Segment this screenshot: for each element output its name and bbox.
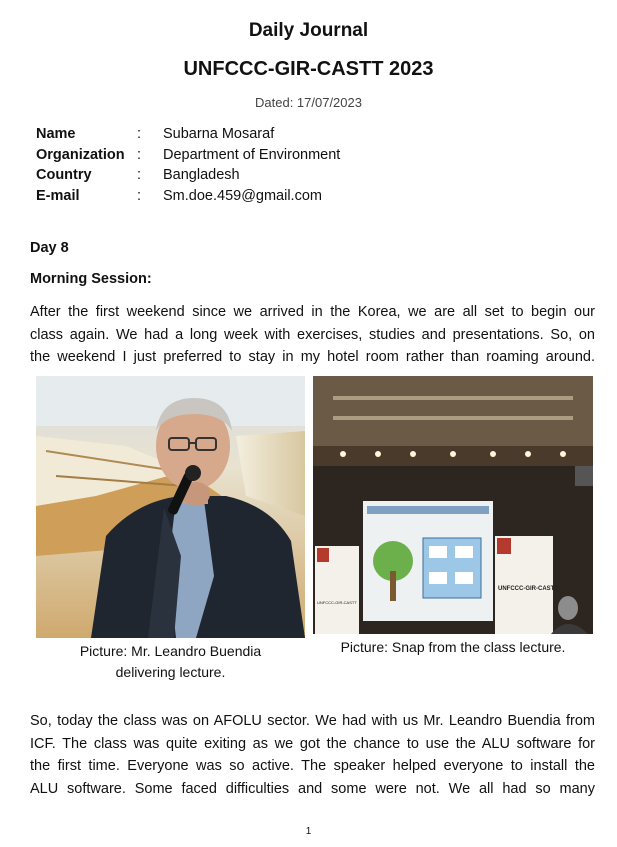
page-title: Daily Journal [248, 20, 369, 41]
info-label: Organization [36, 146, 125, 163]
text-line: After the first weekend since we arrived in the Korea, we are all set to begin our [30, 304, 595, 320]
page-number: 1 [305, 826, 312, 837]
text-line: class again. We had a long week with exercises, studies and presentations. So, on [30, 326, 595, 343]
class-photo-caption [313, 637, 593, 658]
participant-info [36, 124, 340, 206]
program-title: UNFCCC-GIR-CASTT 2023 [183, 58, 434, 80]
paragraph-afolu [30, 710, 595, 800]
day-heading: Day 8 [30, 240, 69, 256]
speaker-photo-caption [36, 641, 305, 683]
info-colon: : [137, 126, 142, 142]
text-line: the weekend I just preferred to stay in my hotel room rather than roaming around. [30, 349, 595, 366]
session-heading: Morning Session: [30, 271, 152, 287]
info-row-organization [36, 145, 340, 166]
text-line: ALU software. Some faced difficulties and some were not. We all had so many [30, 780, 595, 797]
info-colon: : [137, 146, 142, 163]
banner-left-text: UNFCCC-GIR-CASTT [317, 600, 357, 605]
caption-line: Picture: Snap from the class lecture. [340, 639, 566, 655]
info-colon: : [137, 187, 142, 204]
info-row-email [36, 186, 340, 207]
info-label: E-mail [36, 187, 80, 204]
caption-line: delivering lecture. [115, 664, 226, 680]
speaker-photo [36, 376, 305, 638]
caption-line: Picture: Mr. Leandro Buendia [79, 643, 262, 659]
info-value: Sm.doe.459@gmail.com [163, 187, 322, 204]
text-line: the first time. Everyone was so active. The speaker helped everyone to install the [30, 758, 595, 775]
info-value: Department of Environment [163, 146, 341, 163]
info-row-country [36, 165, 340, 186]
info-colon: : [137, 167, 142, 183]
text-line: ICF. The class was quite exiting as we got the chance to use the ALU software for [30, 735, 595, 752]
text-line: So, today the class was on AFOLU sector. We had with us Mr. Leandro Buendia from [30, 713, 595, 729]
paragraph-intro [30, 301, 595, 369]
info-value: Subarna Mosaraf [163, 126, 275, 142]
info-value: Bangladesh [163, 167, 240, 183]
info-label: Name [36, 126, 76, 142]
info-label: Country [36, 167, 92, 183]
date-line: Dated: 17/07/2023 [255, 95, 362, 110]
class-lecture-photo [313, 376, 593, 634]
info-row-name [36, 124, 340, 145]
banner-right-text: UNFCCC-GIR-CASTT [498, 586, 558, 592]
